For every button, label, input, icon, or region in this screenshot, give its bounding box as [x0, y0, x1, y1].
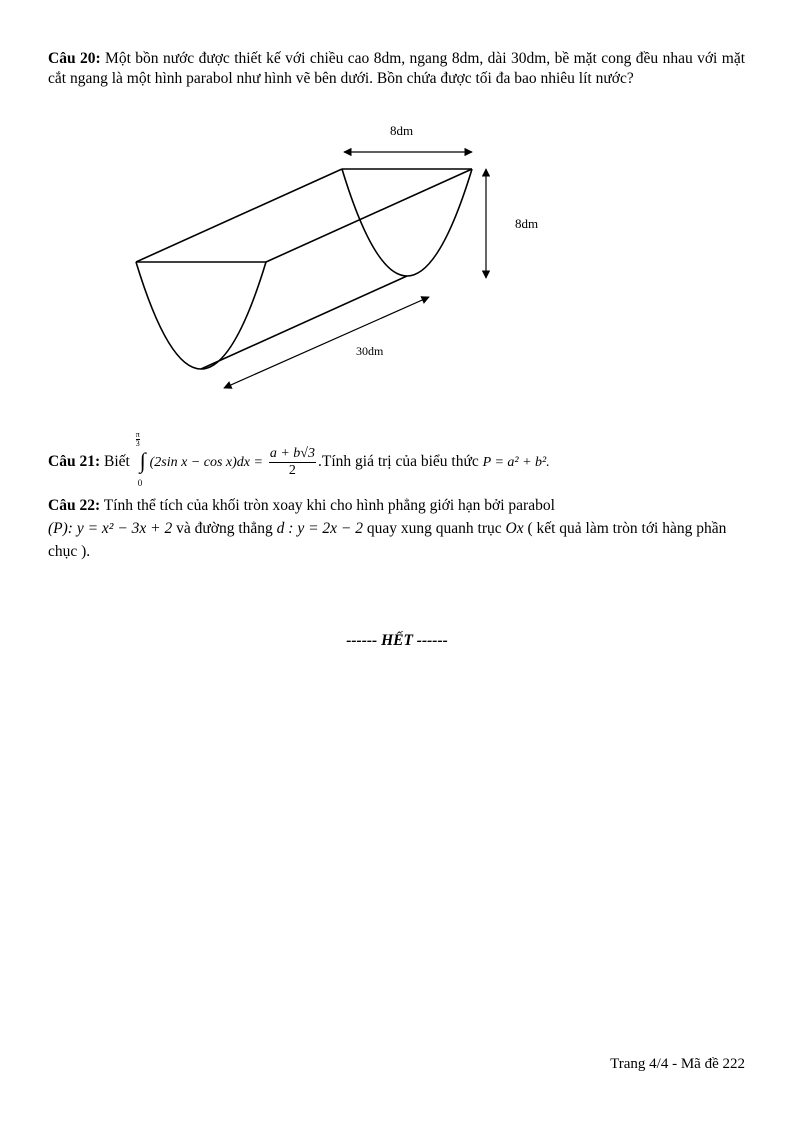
- question-22-mid: và đường thẳng: [176, 520, 273, 537]
- length-arrow: [224, 297, 429, 388]
- water-tank-figure: [120, 115, 580, 400]
- integral-upper-limit: π 3: [135, 430, 140, 448]
- left-top-edge: [136, 169, 342, 262]
- integral-sign: ∫: [139, 448, 146, 473]
- question-21-tail: .Tính giá trị của biểu thức: [318, 453, 479, 471]
- rotation-axis: Ox: [505, 520, 524, 537]
- fraction: [269, 446, 316, 479]
- expression-p: P = a² + b².: [482, 455, 550, 471]
- question-21: [48, 430, 745, 488]
- front-parabola: [136, 262, 266, 369]
- question-21-label: Câu 21:: [48, 453, 101, 471]
- question-22-label: Câu 22:: [48, 497, 101, 514]
- question-22: [48, 494, 745, 563]
- length-label: 30dm: [356, 344, 384, 358]
- integral-lower-limit: 0: [137, 478, 143, 488]
- question-20-text: Một bồn nước được thiết kế với chiều cao 8dm, ngang 8dm, dài 30dm, bề mặt cong đều nhau với mặt cắt ngang là một hình parabol như hình vẽ bên dưới. Bồn chứa được tối đa bao nhiêu lít nước?: [48, 50, 746, 87]
- fraction-denominator: 2: [288, 463, 296, 478]
- question-20: [48, 49, 745, 89]
- question-22-line1: Tính thể tích của khối tròn xoay khi cho hình phẳng giới hạn bởi parabol: [103, 497, 555, 514]
- line-equation: d : y = 2x − 2: [276, 520, 364, 537]
- height-label: 8dm: [515, 216, 539, 231]
- question-20-label: Câu 20:: [48, 50, 101, 67]
- integral-expression: [134, 430, 146, 488]
- question-21-intro: Biết: [103, 453, 130, 471]
- parabola-equation: (P): y = x² − 3x + 2: [48, 520, 173, 537]
- width-label: 8dm: [390, 123, 414, 138]
- back-parabola: [342, 169, 472, 276]
- end-marker: ------ HẾT ------: [346, 632, 448, 649]
- fraction-numerator: a + b√3: [269, 446, 315, 461]
- page-footer: Trang 4/4 - Mã đề 222: [610, 1056, 745, 1072]
- integrand: (2sin x − cos x)dx =: [149, 455, 263, 471]
- question-22-after: quay xung quanh trục: [366, 520, 502, 537]
- question-22-tail: ( kết quả làm tròn tới hàng phần chục ).: [48, 520, 727, 560]
- water-tank-diagram: [120, 115, 580, 400]
